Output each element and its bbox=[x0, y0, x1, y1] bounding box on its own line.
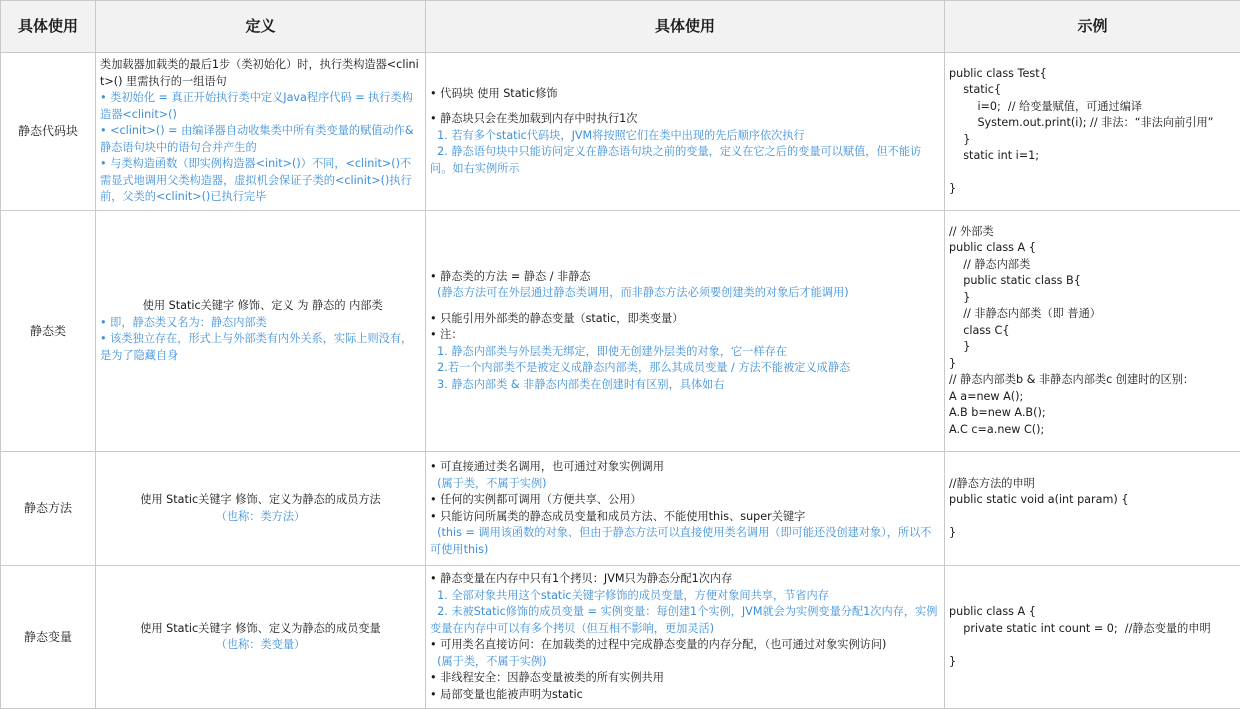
body-text: 使用 Static关键字 修饰、定义 为 静态的 内部类 bbox=[100, 298, 421, 315]
note-text: • 类初始化 = 真正开始执行类中定义Java程序代码 = 执行类构造器<clinit>() bbox=[100, 90, 421, 123]
body-text: • 可直接通过类名调用，也可通过对象实例调用 bbox=[430, 459, 940, 476]
table-row bbox=[1, 452, 1240, 566]
spacer bbox=[430, 102, 940, 111]
row-title: 静态代码块 bbox=[1, 53, 96, 211]
row-title: 静态变量 bbox=[1, 566, 96, 709]
row-title: 静态方法 bbox=[1, 452, 96, 566]
note-text: 2. 静态语句块中只能访问定义在静态语句块之前的变量，定义在它之后的变量可以赋值，但不能访问。如右实例所示 bbox=[430, 144, 940, 177]
body-text: • 静态块只会在类加载到内存中时执行1次 bbox=[430, 111, 940, 128]
body-text: • 局部变量也能被声明为static bbox=[430, 687, 940, 704]
usage-cell bbox=[426, 53, 945, 211]
definition-cell bbox=[96, 211, 426, 452]
body-text: • 可用类名直接访问：在加载类的过程中完成静态变量的内存分配，（也可通过对象实例访问) bbox=[430, 637, 940, 654]
code-line: // 外部类 bbox=[949, 224, 1236, 241]
note-text: （也称：类方法） bbox=[100, 509, 421, 526]
note-text: 1. 若有多个static代码块，JVM将按照它们在类中出现的先后顺序依次执行 bbox=[430, 128, 940, 145]
code-line: public static void a(int param) { bbox=[949, 492, 1236, 509]
definition-cell bbox=[96, 566, 426, 709]
code-line: public class A { bbox=[949, 240, 1236, 257]
note-text: • <clinit>() = 由编译器自动收集类中所有类变量的赋值动作&静态语句块中的语句合并产生的 bbox=[100, 123, 421, 156]
body-text: • 注： bbox=[430, 327, 940, 344]
code-line: System.out.print(i); // 非法：“非法向前引用” bbox=[949, 115, 1236, 132]
body-text: 类加载器加载类的最后1步（类初始化）时，执行类构造器<clinit>() 里需执行的一组语句 bbox=[100, 57, 421, 90]
usage-cell bbox=[426, 211, 945, 452]
code-line: A.C c=a.new C(); bbox=[949, 422, 1236, 439]
example-cell bbox=[945, 452, 1240, 566]
code-line: } bbox=[949, 132, 1236, 149]
body-text: 使用 Static关键字 修饰、定义为静态的成员变量 bbox=[100, 621, 421, 638]
body-text: • 只能访问所属类的静态成员变量和成员方法、不能使用this、super关键字 bbox=[430, 509, 940, 526]
code-line: class C{ bbox=[949, 323, 1236, 340]
body-text: • 任何的实例都可调用（方便共享、公用） bbox=[430, 492, 940, 509]
code-line: } bbox=[949, 654, 1236, 671]
header-cell: 具体使用 bbox=[426, 1, 945, 53]
note-text: (属于类，不属于实例) bbox=[430, 654, 940, 671]
table-row bbox=[1, 53, 1240, 211]
code-line: public class Test{ bbox=[949, 66, 1236, 83]
code-line bbox=[949, 637, 1236, 654]
row-title: 静态类 bbox=[1, 211, 96, 452]
note-text: • 该类独立存在，形式上与外部类有内外关系，实际上则没有，是为了隐藏自身 bbox=[100, 331, 421, 364]
example-cell bbox=[945, 566, 1240, 709]
code-line: A a=new A(); bbox=[949, 389, 1236, 406]
code-line: static int i=1; bbox=[949, 148, 1236, 165]
example-cell bbox=[945, 53, 1240, 211]
code-line: // 静态内部类b & 非静态内部类c 创建时的区别： bbox=[949, 372, 1236, 389]
code-line: } bbox=[949, 181, 1236, 198]
header-row bbox=[1, 1, 1240, 53]
body-text: • 代码块 使用 Static修饰 bbox=[430, 86, 940, 103]
code-line: } bbox=[949, 339, 1236, 356]
usage-cell bbox=[426, 452, 945, 566]
note-text: • 即，静态类又名为：静态内部类 bbox=[100, 315, 421, 332]
note-text: (属于类，不属于实例) bbox=[430, 476, 940, 493]
note-text: • 与类构造函数（即实例构造器<init>()）不同，<clinit>()不需显式地调用父类构造器，虚拟机会保证子类的<clinit>()执行前，父类的<clinit>()已执行完毕 bbox=[100, 156, 421, 206]
note-text: 3. 静态内部类 & 非静态内部类在创建时有区别，具体如右 bbox=[430, 377, 940, 394]
note-text: (this = 调用该函数的对象、但由于静态方法可以直接使用类名调用（即可能还没创建对象），所以不可使用this) bbox=[430, 525, 940, 558]
body-text: 使用 Static关键字 修饰、定义为静态的成员方法 bbox=[100, 492, 421, 509]
note-text: 1. 静态内部类与外层类无绑定，即使无创建外层类的对象，它一样存在 bbox=[430, 344, 940, 361]
code-line: static{ bbox=[949, 82, 1236, 99]
example-cell bbox=[945, 211, 1240, 452]
code-line: //静态方法的申明 bbox=[949, 476, 1236, 493]
code-line: // 静态内部类 bbox=[949, 257, 1236, 274]
header-cell: 示例 bbox=[945, 1, 1240, 53]
code-line bbox=[949, 165, 1236, 182]
note-text: 2. 未被Static修饰的成员变量 = 实例变量：每创建1个实例，JVM就会为实例变量分配1次内存，实例变量在内存中可以有多个拷贝（但互相不影响，更加灵活) bbox=[430, 604, 940, 637]
note-text: (静态方法可在外层通过静态类调用，而非静态方法必须要创建类的对象后才能调用) bbox=[430, 285, 940, 302]
spacer bbox=[430, 302, 940, 311]
code-line: } bbox=[949, 356, 1236, 373]
definition-cell bbox=[96, 452, 426, 566]
body-text: • 只能引用外部类的静态变量（static，即类变量） bbox=[430, 311, 940, 328]
code-line: // 非静态内部类（即 普通） bbox=[949, 306, 1236, 323]
note-text: （也称：类变量） bbox=[100, 637, 421, 654]
code-line: public static class B{ bbox=[949, 273, 1236, 290]
code-line bbox=[949, 509, 1236, 526]
code-line: private static int count = 0; //静态变量的申明 bbox=[949, 621, 1236, 638]
code-line: i=0; // 给变量赋值，可通过编译 bbox=[949, 99, 1236, 116]
table-row bbox=[1, 211, 1240, 452]
code-line: A.B b=new A.B(); bbox=[949, 405, 1236, 422]
table-row bbox=[1, 566, 1240, 709]
body-text: • 静态类的方法 = 静态 / 非静态 bbox=[430, 269, 940, 286]
header-cell: 定义 bbox=[96, 1, 426, 53]
usage-cell bbox=[426, 566, 945, 709]
code-line: } bbox=[949, 525, 1236, 542]
body-text: • 非线程安全：因静态变量被类的所有实例共用 bbox=[430, 670, 940, 687]
note-text: 1. 全部对象共用这个static关键字修饰的成员变量，方便对象间共享，节省内存 bbox=[430, 588, 940, 605]
header-cell: 具体使用 bbox=[1, 1, 96, 53]
body-text: • 静态变量在内存中只有1个拷贝：JVM只为静态分配1次内存 bbox=[430, 571, 940, 588]
code-line: public class A { bbox=[949, 604, 1236, 621]
note-text: 2.若一个内部类不是被定义成静态内部类，那么其成员变量 / 方法不能被定义成静态 bbox=[430, 360, 940, 377]
code-line: } bbox=[949, 290, 1236, 307]
definition-cell bbox=[96, 53, 426, 211]
